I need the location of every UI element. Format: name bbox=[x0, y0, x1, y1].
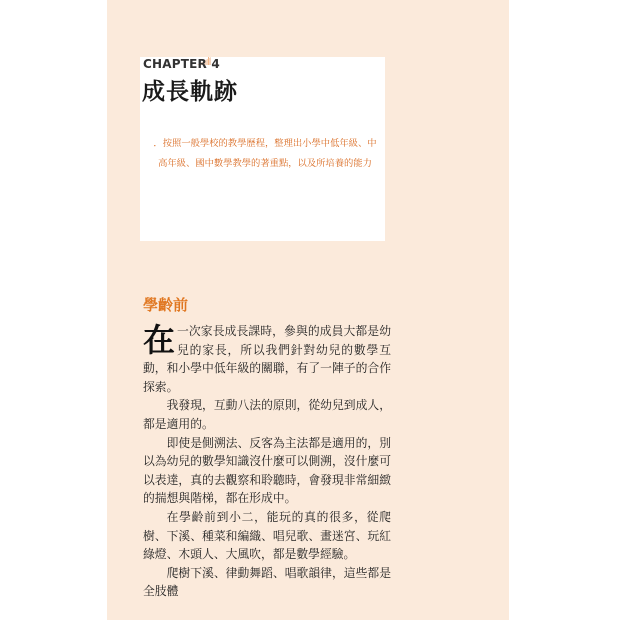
chapter-description: ．按照一般學校的教學歷程，整理出小學中低年級、中高年級、國中數學教學的著重點，以及所培養的能力 bbox=[153, 138, 377, 169]
section-heading: 學齡前 bbox=[143, 296, 189, 314]
paragraph: 即使是側溯法、反客為主法都是適用的，別以為幼兒的數學知識沒什麼可以側溯，沒什麼可以表達，真的去觀察和聆聽時，會發現非常細緻的揣想與階梯，都在形成中。 bbox=[143, 435, 391, 506]
body-text bbox=[143, 322, 391, 601]
first-paragraph-text: 一次家長成長課時，參與的成員大都是幼兒的家長，所以我們針對幼兒的數學互動，和小學中低年級的關聯，有了一陣子的合作探索。 bbox=[143, 324, 391, 394]
first-paragraph bbox=[143, 322, 391, 396]
paragraph: 爬樹下溪、律動舞蹈、唱歌韻律，這些都是全肢體 bbox=[143, 565, 391, 599]
paragraph: 在學齡前到小二，能玩的真的很多，從爬樹、下溪、種菜和編織、唱兒歌、畫迷宮、玩紅綠燈、木頭人、大風吹，都是數學經驗。 bbox=[143, 509, 391, 562]
chapter-title: 成長軌跡 bbox=[142, 78, 238, 105]
paragraph: 我發現，互動八法的原則，從幼兒到成人，都是適用的。 bbox=[143, 398, 391, 431]
chapter-label: CHAPTER 4 bbox=[143, 57, 220, 71]
drop-cap: 在 bbox=[143, 321, 176, 359]
